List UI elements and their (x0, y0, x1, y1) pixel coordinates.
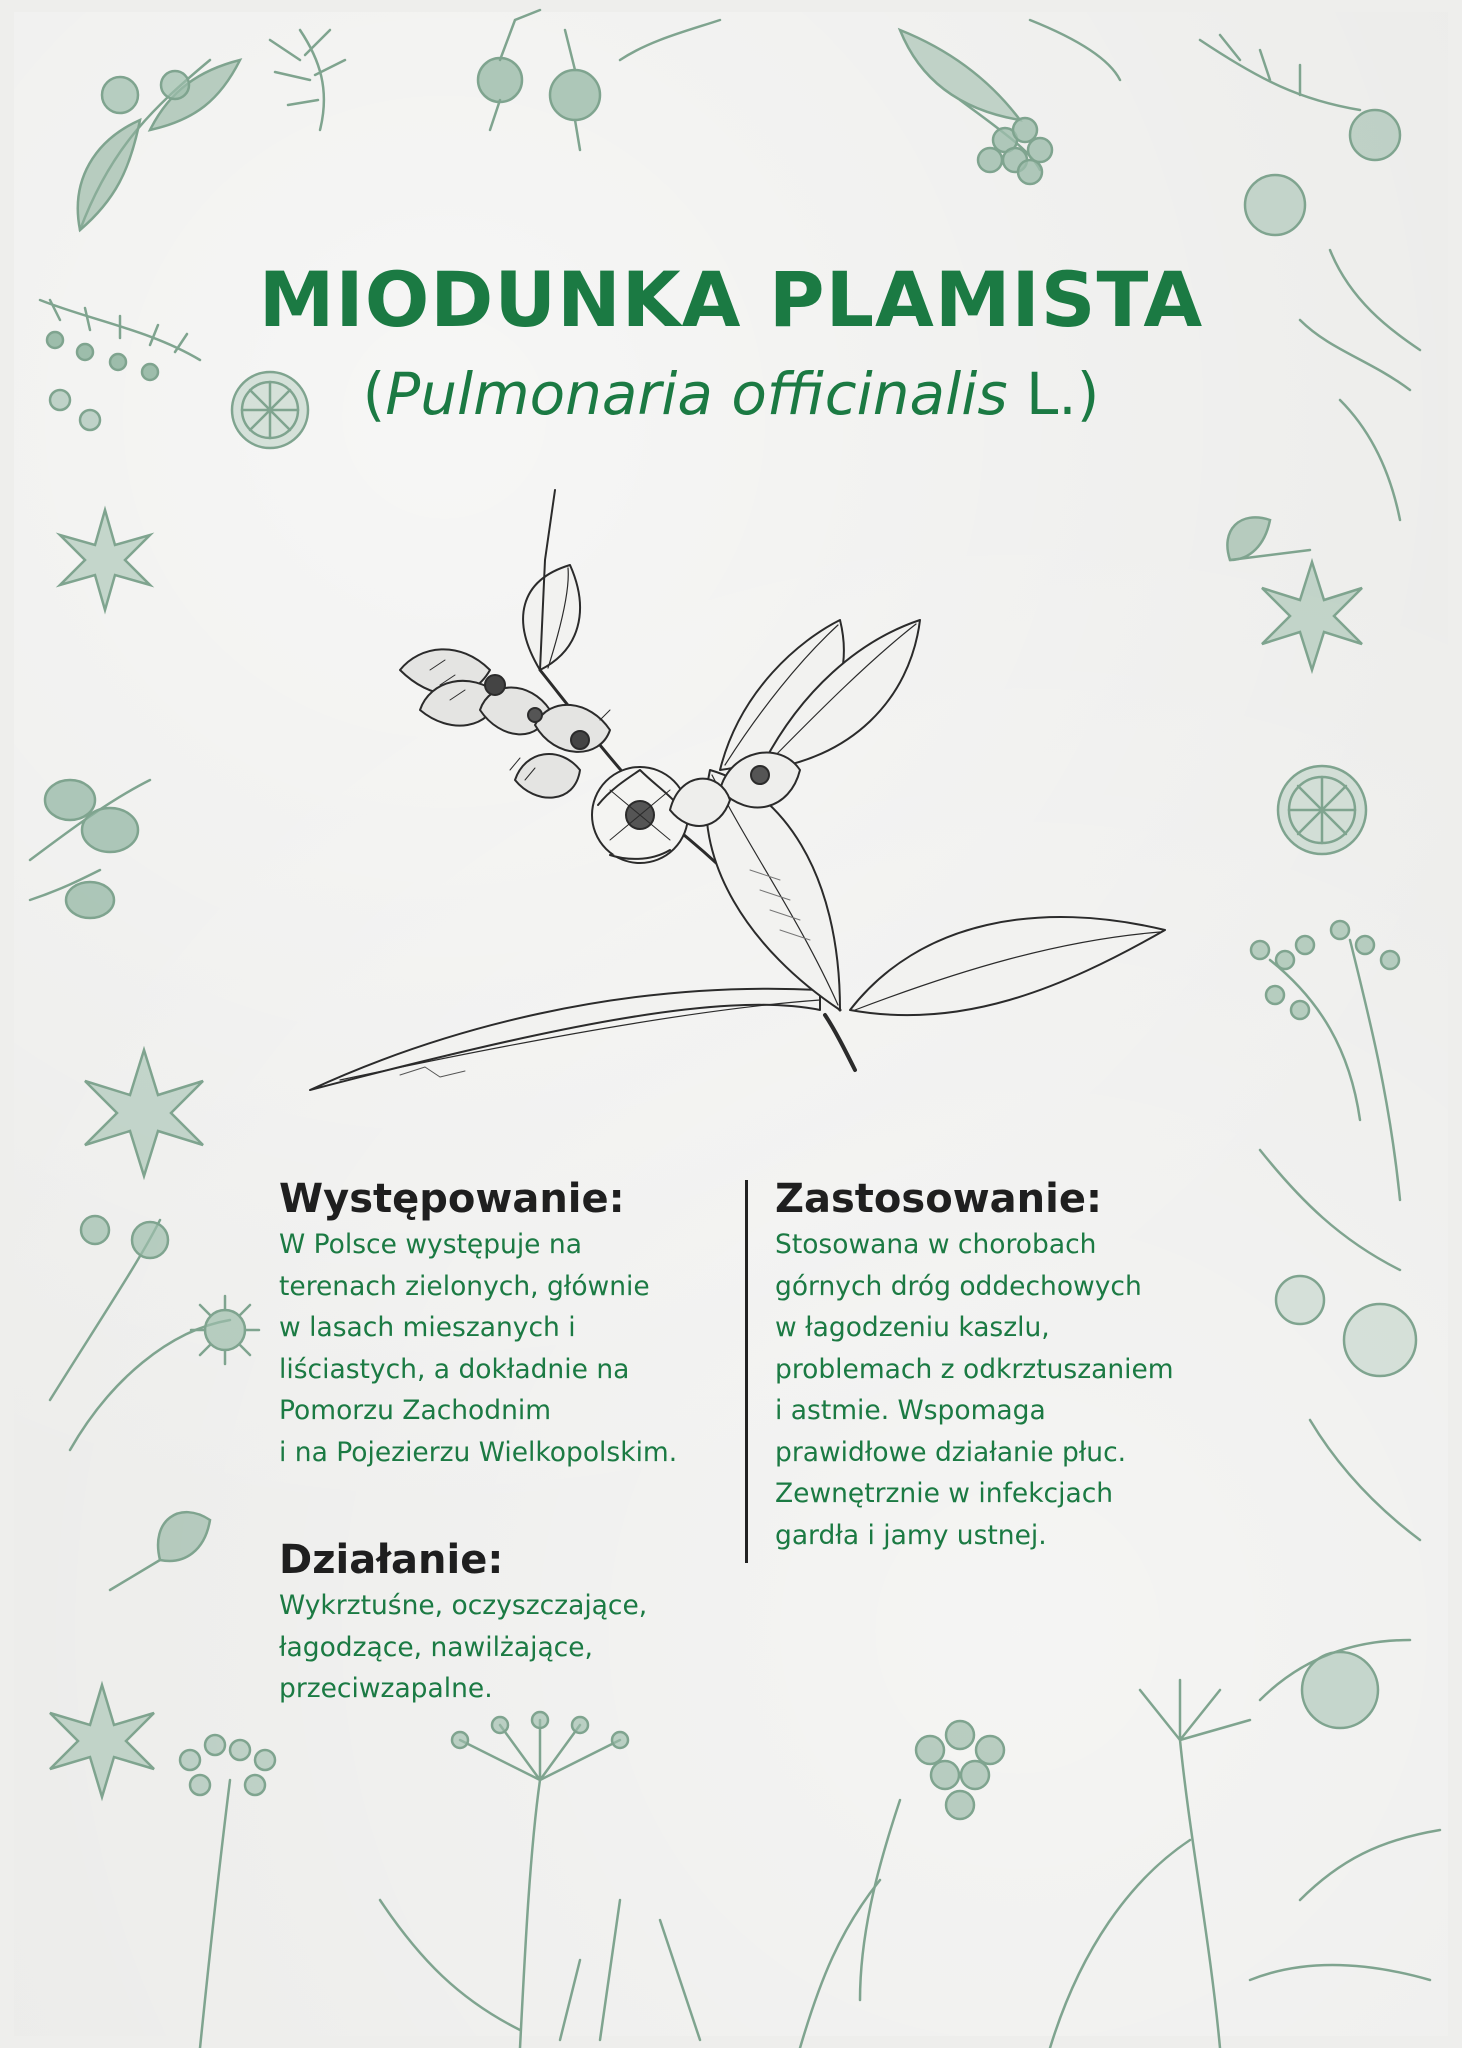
subtitle-latin-name: Pulmonaria officinalis (385, 360, 1008, 428)
action-section (279, 1535, 749, 1710)
action-heading: Działanie: (279, 1537, 504, 1583)
page-title: MIODUNKA PLAMISTA (258, 255, 1204, 344)
right-flowering-herb-icon (1251, 921, 1420, 1728)
latin-name-subtitle (0, 360, 1462, 428)
occurrence-section (279, 1174, 749, 1473)
rose-hip-icon (30, 780, 150, 918)
bottom-umbel-herbs-icon (180, 1680, 1440, 2048)
subtitle-open-paren: ( (362, 360, 386, 428)
usage-heading: Zastosowanie: (775, 1176, 1102, 1222)
lower-leaf (310, 989, 820, 1090)
occurrence-heading: Występowanie: (279, 1176, 625, 1222)
top-center-sprig-icon (270, 10, 720, 150)
usage-text: Stosowana w chorobach górnych dróg oddechowych w łagodzeniu kaszlu, problemach z odkrztuszaniem i astmie. Wspomaga prawidłowe działanie płuc. Zewnętrznie w infekcjach gardła i jamy ustnej. (775, 1229, 1174, 1551)
top-leaf (523, 565, 580, 670)
subtitle-author: L.) (1007, 360, 1100, 428)
occurrence-text: W Polsce występuje na terenach zielonych, głównie w lasach mieszanych i liściastych, a dokładnie na Pomorzu Zachodnim i na Pojezierzu Wielkopolskim. (279, 1229, 678, 1468)
right-leaf (850, 917, 1165, 1015)
action-text: Wykrztuśne, oczyszczające, łagodzące, nawilżające, przeciwzapalne. (279, 1590, 648, 1704)
usage-section (775, 1174, 1245, 1556)
chamomile-icon (50, 1216, 259, 1450)
flower-cluster (400, 649, 610, 797)
lungwort-plant-sketch (280, 470, 1180, 1120)
